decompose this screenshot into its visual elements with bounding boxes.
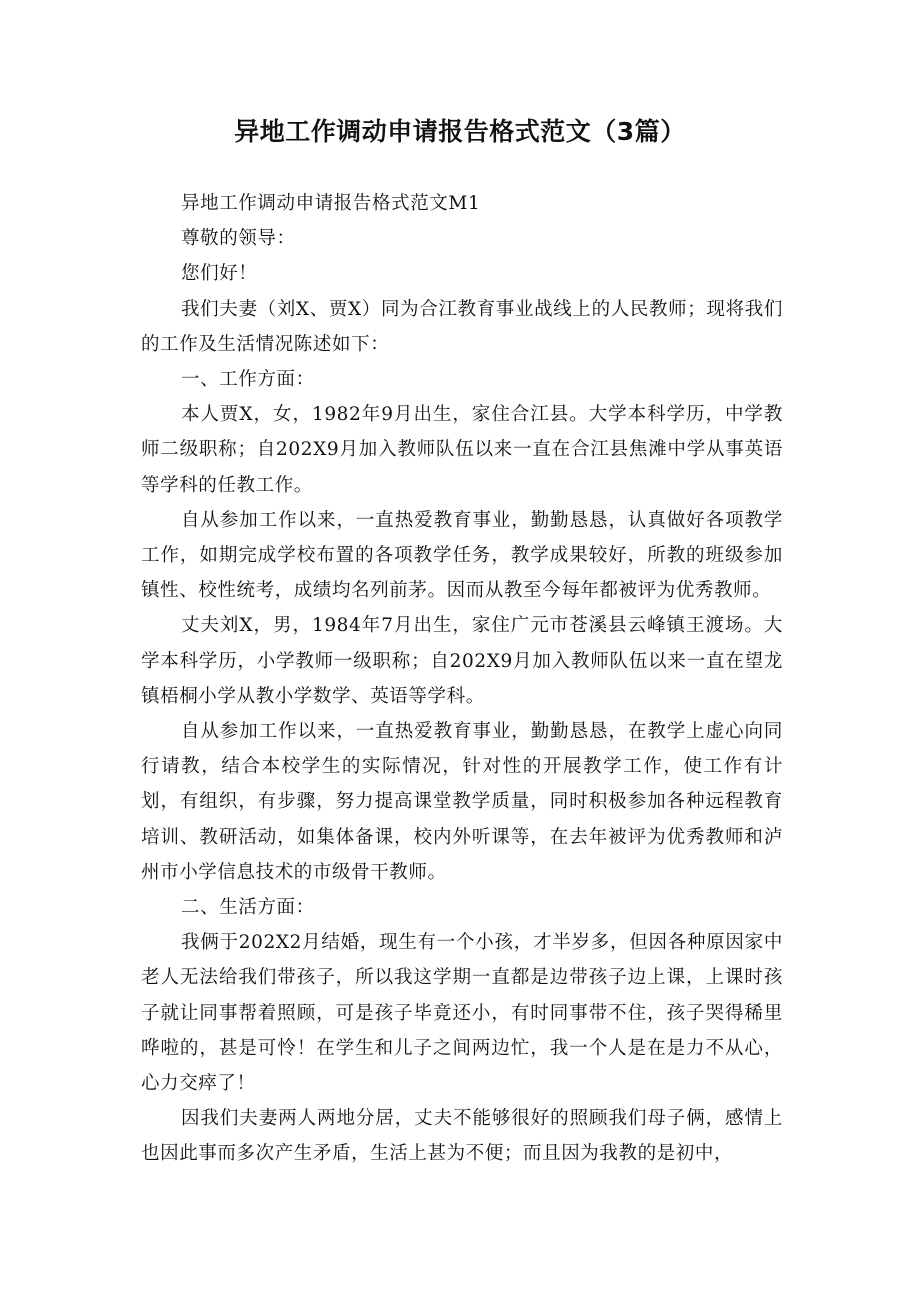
document-body <box>141 186 783 1172</box>
body-paragraph: 我俩于202X2月结婚，现生有一个小孩，才半岁多，但因各种原因家中老人无法给我们带孩子，所以我这学期一直都是边带孩子边上课，上课时孩子就让同事帮着照顾，可是孩子毕竟还小，有时同事带不住，孩子哭得稀里哗啦的，甚是可怜！在学生和儿子之间两边忙，我一个人是在是力不从心，心力交瘁了！ <box>141 932 783 1095</box>
greeting-paragraph: 您们好！ <box>181 263 258 285</box>
body-paragraph: 本人贾X，女，1982年9月出生，家住合江县。大学本科学历，中学教师二级职称；自202X9月加入教师队伍以来一直在合江县焦滩中学从事英语等学科的任教工作。 <box>141 404 783 496</box>
subtitle-paragraph: 异地工作调动申请报告格式范文M1 <box>181 193 481 214</box>
section-heading-work: 一、工作方面： <box>181 369 315 391</box>
salutation-paragraph: 尊敬的领导： <box>181 228 296 250</box>
document-title: 异地工作调动申请报告格式范文（3篇） <box>234 117 686 146</box>
body-paragraph: 自从参加工作以来，一直热爱教育事业，勤勤恳恳，在教学上虚心向同行请教，结合本校学生的实际情况，针对性的开展教学工作，使工作有计划，有组织，有步骤，努力提高课堂教学质量，同时积极参加各种远程教育培训、教研活动，如集体备课，校内外听课等，在去年被评为优秀教师和泸州市小学信息技术的市级骨干教师。 <box>141 721 783 883</box>
body-paragraph: 因我们夫妻两人两地分居，丈夫不能够很好的照顾我们母子俩，感情上也因此事而多次产生矛盾，生活上甚为不便；而且因为我教的是初中， <box>141 1108 783 1165</box>
intro-paragraph: 我们夫妻（刘X、贾X）同为合江教育事业战线上的人民教师；现将我们的工作及生活情况陈述如下： <box>141 298 783 355</box>
body-paragraph: 自从参加工作以来，一直热爱教育事业，勤勤恳恳，认真做好各项教学工作，如期完成学校布置的各项教学任务，教学成果较好，所教的班级参加镇性、校性统考，成绩均名列前茅。因而从教至今每年都被评为优秀教师。 <box>141 509 783 602</box>
section-heading-life: 二、生活方面： <box>181 897 315 919</box>
body-paragraph: 丈夫刘X，男，1984年7月出生，家住广元市苍溪县云峰镇王渡场。大学本科学历，小学教师一级职称；自202X9月加入教师队伍以来一直在望龙镇梧桐小学从教小学数学、英语等学科。 <box>141 615 783 707</box>
